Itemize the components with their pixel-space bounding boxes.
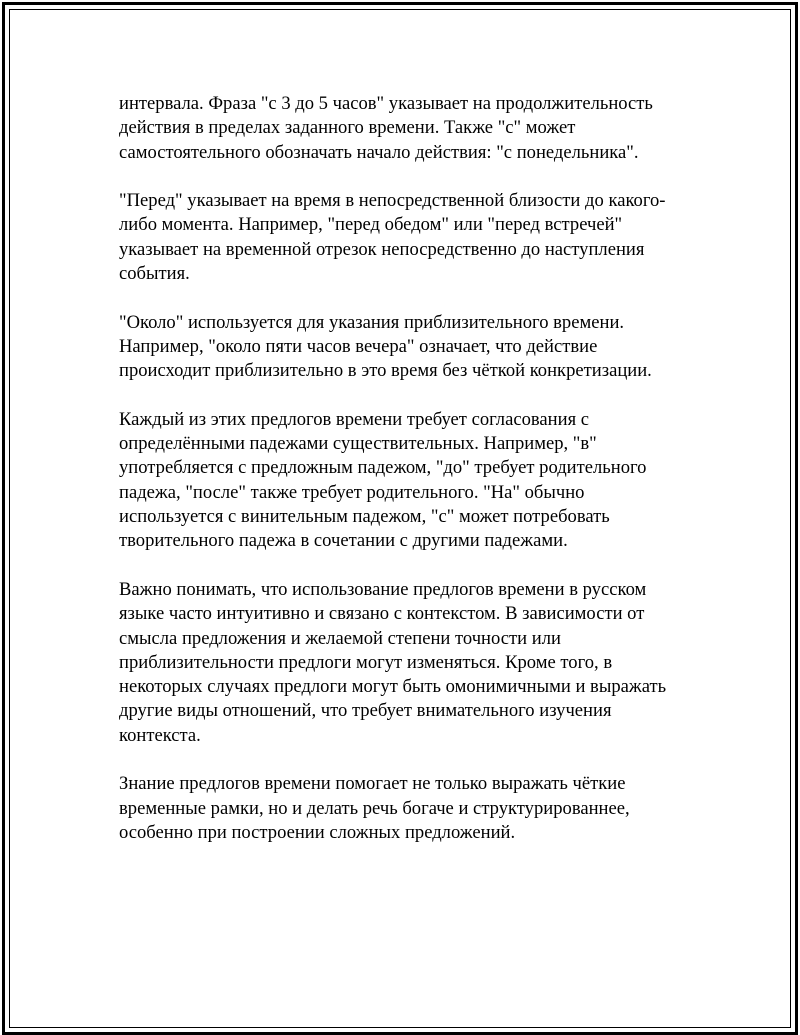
- text-line: некоторых случаях предлоги могут быть омонимичными и выражать: [119, 676, 667, 698]
- paragraph-5: [119, 578, 679, 748]
- paragraph-6: [119, 772, 679, 845]
- text-line: творительного падежа в сочетании с другими падежами.: [119, 530, 568, 552]
- paragraph-3: [119, 311, 679, 384]
- text-line: Например, "около пяти часов вечера" означает, что действие: [119, 335, 598, 357]
- text-line: интервала. Фраза "с 3 до 5 часов" указывает на продолжительность: [119, 93, 653, 114]
- text-line: языке часто интуитивно и связано с контекстом. В зависимости от: [119, 603, 645, 625]
- paragraph-1: [119, 92, 679, 165]
- text-line: падежа, "после" также требует родительного. "На" обычно: [119, 481, 585, 503]
- text-line: определёнными падежами существительных. Например, "в": [119, 433, 597, 455]
- text-line: приблизительности предлоги могут изменяться. Кроме того, в: [119, 651, 613, 673]
- text-line: употребляется с предложным падежом, "до" требует родительного: [119, 457, 647, 479]
- text-line: особенно при построении сложных предложений.: [119, 821, 516, 843]
- text-line: Важно понимать, что использование предлогов времени в русском: [119, 578, 647, 600]
- text-line: "Около" используется для указания приблизительного времени.: [119, 311, 625, 333]
- paragraph-2: [119, 189, 679, 286]
- text-line: "Перед" указывает на время в непосредственной близости до какого-: [119, 190, 666, 212]
- text-line: Каждый из этих предлогов времени требует согласования с: [119, 408, 590, 430]
- text-line: либо момента. Например, "перед обедом" или "перед встречей": [119, 214, 623, 236]
- text-line: другие виды отношений, что требует внимательного изучения: [119, 700, 612, 722]
- text-line: события.: [119, 263, 190, 285]
- text-line: используется с винительным падежом, "с" может потребовать: [119, 506, 610, 528]
- text-line: смысла предложения и желаемой степени точности или: [119, 627, 561, 649]
- text-line: указывает на временной отрезок непосредственно до наступления: [119, 238, 645, 260]
- text-line: происходит приблизительно в это время без чёткой конкретизации.: [119, 360, 652, 382]
- text-line: самостоятельного обозначать начало действия: "с понедельника".: [119, 141, 639, 163]
- text-line: Знание предлогов времени помогает не только выражать чёткие: [119, 773, 626, 795]
- text-line: временные рамки, но и делать речь богаче и структурированнее,: [119, 797, 630, 819]
- document-body: [119, 92, 679, 870]
- text-line: контекста.: [119, 724, 201, 746]
- text-line: действия в пределах заданного времени. Также "с" может: [119, 117, 576, 139]
- paragraph-4: [119, 408, 679, 554]
